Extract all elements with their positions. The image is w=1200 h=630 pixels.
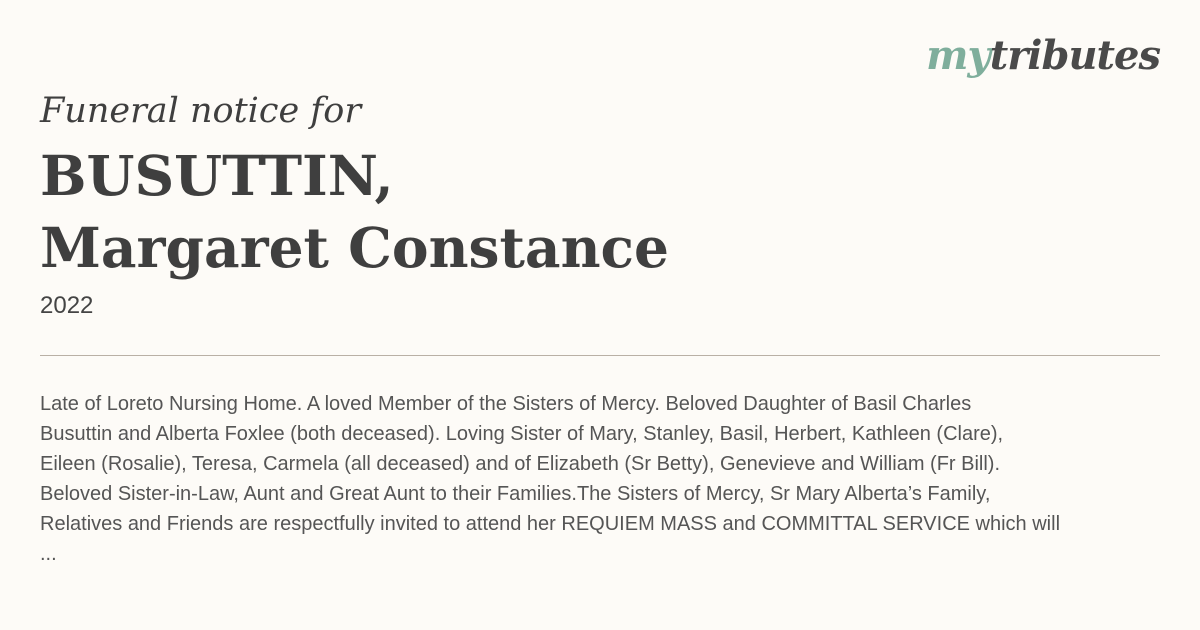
notice-body-ellipsis: ... — [40, 543, 57, 565]
logo-tributes: tributes — [989, 32, 1160, 79]
notice-body-line: Relatives and Friends are respectfully invited to attend her REQUIEM MASS and COMMITTAL SERVICE which will — [40, 513, 1061, 535]
deceased-given-names: Margaret Constance — [40, 215, 670, 280]
deceased-surname: BUSUTTIN, — [40, 143, 394, 208]
notice-body-line: Eileen (Rosalie), Teresa, Carmela (all deceased) and of Elizabeth (Sr Betty), Genevieve and William (Fr Bill). — [40, 453, 1001, 475]
deceased-name — [40, 140, 669, 284]
notice-body — [40, 389, 1140, 569]
notice-year: 2022 — [40, 292, 94, 319]
notice-body-line: Beloved Sister-in-Law, Aunt and Great Aunt to their Families.The Sisters of Mercy, Sr Mary Alberta’s Family, — [40, 483, 991, 505]
logo-my: my — [926, 32, 990, 79]
divider — [40, 355, 1160, 356]
mytributes-logo[interactable] — [926, 32, 1160, 79]
notice-body-line: Busuttin and Alberta Foxlee (both deceased). Loving Sister of Mary, Stanley, Basil, Herbert, Kathleen (Clare), — [40, 423, 1004, 445]
notice-body-line: Late of Loreto Nursing Home. A loved Member of the Sisters of Mercy. Beloved Daughter of Basil Charles — [40, 393, 972, 415]
notice-kicker: Funeral notice for — [40, 91, 362, 131]
